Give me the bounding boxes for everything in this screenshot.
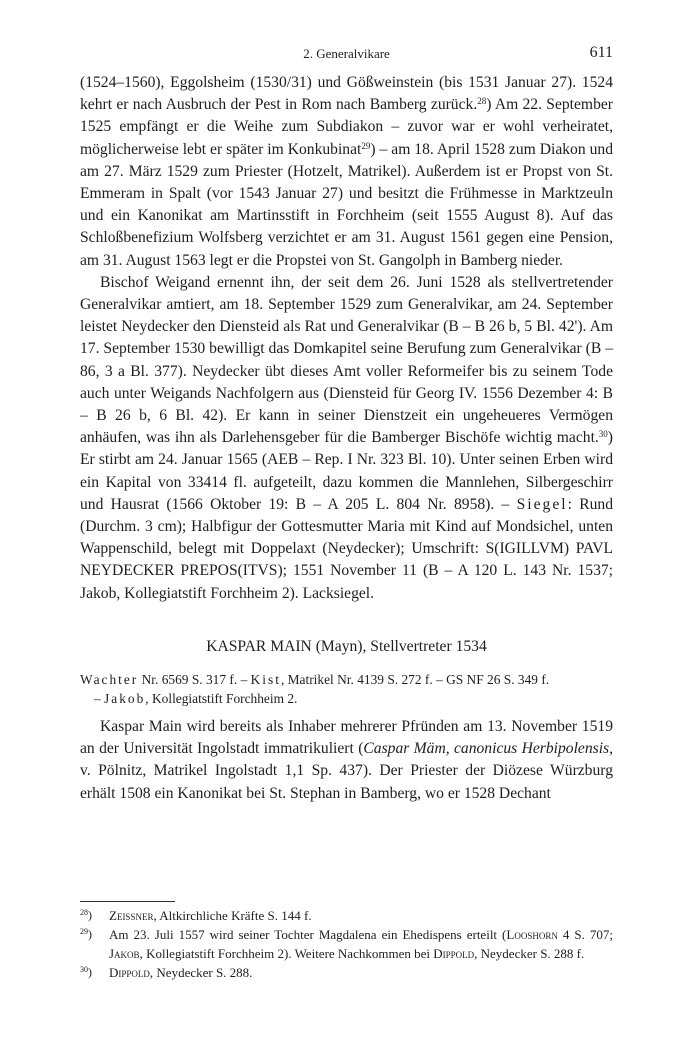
source-dash: –	[94, 691, 105, 706]
sources-list	[80, 670, 613, 708]
footnote-number: $^{28}$)	[80, 908, 92, 922]
footnotes	[80, 906, 613, 982]
paragraph-1-text-b: ) Am 22. September 1525 empfängt er die Weihe zum Subdiakon – zuvor war er wohl verheiratet, möglicherweise lebt er später im Konkubinat	[80, 96, 613, 158]
paragraph-3	[80, 716, 613, 805]
page-number: 611	[589, 44, 613, 61]
source-text-b: , Matrikel Nr. 4139 S. 272 f. – GS NF 26 S. 349 f.	[280, 672, 550, 687]
paragraph-3-text-a: Kaspar Main wird bereits als Inhaber mehrerer Pfründen am 13. November 1519 an der Universität Ingolstadt immatrikuliert (	[80, 718, 613, 758]
footnote-29	[80, 925, 613, 963]
footnote-ref-28[interactable]: 28	[477, 96, 487, 107]
source-text-c: , Kollegiatstift Forchheim 2.	[145, 691, 298, 706]
source-continuation	[80, 689, 613, 708]
source-author-wachter: Wachter	[80, 672, 139, 687]
footnote-30	[80, 963, 613, 982]
paragraph-1-text-c: ) – am 18. April 1528 zum Diakon und am 27. März 1529 zum Priester (Hotzelt, Matrikel). Außerdem ist er Propst von St. Emmeram in Spalt (vor 1543 Januar 27) und besitzt die Frühmesse in Marktzeuln und ein Kanonikat am Martinsstift in Forchheim (seit 1555 August 8). Auf das Schloßbenefizium Wolfsberg verzichtet er am 31. August 1561 gegen eine Pension, am 31. August 1563 legt er die Propstei von St. Gangolph in Bamberg nieder.	[80, 140, 614, 269]
footnote-29-author-a: Looshorn	[506, 927, 558, 942]
footnote-28-text: , Altkirchliche Kräfte S. 144 f.	[153, 908, 312, 923]
paragraph-2-text-c: : Rund (Durchm. 3 cm); Halbfigur der Gottesmutter Maria mit Kind auf Mondsichel, unten Wappenschild, belegt mit Doppelaxt (Neydecker); Umschrift: S(IGILLVM) PAVL NEYDECKER PREPOS(ITVS); 1551 November 11 (B – A 120 L. 143 Nr. 1537; Jakob, Kollegiatstift Forchheim 2). Lacksiegel.	[80, 495, 613, 602]
footnote-number: $^{29}$)	[80, 927, 92, 941]
paragraph-1	[80, 72, 613, 272]
footnote-30-num: 30	[80, 965, 88, 974]
footnote-28-num: 28	[80, 908, 88, 917]
paragraph-2-text-b: ) Er stirbt am 24. Januar 1565 (AEB – Rep. I Nr. 323 Bl. 10). Unter seinen Erben wird ein Kapital von 33414 fl. aufgeteilt, dazu kommen die Mannlehen, Silbergeschirr und Hausrat (1566 Oktober 19: B – A 205 L. 804 Nr. 8958). –	[80, 429, 613, 513]
footnote-29-num: 29	[80, 927, 88, 936]
source-author-jakob: Jakob	[104, 691, 146, 706]
footnote-number: $^{30}$)	[80, 965, 92, 979]
footnote-29-text-b: 4 S. 707;	[557, 927, 614, 942]
main-text-upper	[80, 72, 613, 605]
paragraph-1-text-a: (1524–1560), Eggolsheim (1530/31) und Gößweinstein (bis 1531 Januar 27). 1524 kehrt er nach Ausbruch der Pest in Rom nach Bamberg zurück.	[80, 74, 613, 114]
main-text-lower	[80, 716, 613, 805]
footnote-30-author: Dippold	[109, 965, 150, 980]
footnote-29-author-b: Jakob	[109, 946, 140, 961]
paragraph-3-text-b: , v. Pölnitz, Matrikel Ingolstadt 1,1 Sp. 437). Der Priester der Diözese Würzburg erhält 1508 ein Kanonikat bei St. Stephan in Bamberg, wo er 1528 Dechant	[80, 740, 613, 802]
section-heading: KASPAR MAIN (Mayn), Stellvertreter 1534	[206, 638, 487, 655]
footnote-separator	[80, 901, 175, 902]
footnote-30-text: , Neydecker S. 288.	[149, 965, 253, 980]
footnote-29-text-a: Am 23. Juli 1557 wird seiner Tochter Magdalena ein Ehedispens erteilt (	[109, 927, 507, 942]
running-head	[80, 44, 613, 64]
paragraph-2	[80, 272, 613, 605]
footnote-28	[80, 906, 613, 925]
footnote-29-author-c: Dippold	[433, 946, 475, 961]
footnote-ref-30[interactable]: 30	[598, 429, 608, 440]
paragraph-2-text-a: Bischof Weigand ernennt ihn, der seit dem 26. Juni 1528 als stellvertretender Generalvikar amtiert, am 18. September 1529 zum Generalvikar, am 24. September leistet Neydecker den Diensteid als Rat und Generalvikar (B – B 26 b, 5 Bl. 42'). Am 17. September 1530 bewilligt das Domkapitel seine Berufung zum Generalvikar (B – 86, 3 a Bl. 377). Neydecker übt dieses Amt voller Reformeifer bis zu seinem Tode auch unter Weigands Nachfolgern aus (Diensteid für Georg IV. 1556 Dezember 4: B – B 26 b, 6 Bl. 42). Er kann in seiner Dienstzeit ein ungeheueres Vermögen anhäufen, was ihn als Darlehensgeber für die Bamberger Bischöfe wichtig macht.	[80, 273, 613, 447]
footnote-29-text-d: , Neydecker S. 288 f.	[474, 946, 585, 961]
footnote-29-text-c: , Kollegiatstift Forchheim 2). Weitere Nachkommen bei	[139, 946, 434, 961]
footnote-28-author: Zeissner	[109, 908, 154, 923]
footnote-ref-29[interactable]: 29	[361, 140, 371, 151]
matrikel-quote: Caspar Mäm, canonicus Herbipolensis	[363, 740, 610, 758]
running-head-title: 2. Generalvikare	[303, 46, 390, 61]
siegel-label: Siegel	[516, 495, 568, 513]
source-text-a: Nr. 6569 S. 317 f. –	[138, 672, 251, 687]
source-author-kist: Kist	[250, 672, 281, 687]
